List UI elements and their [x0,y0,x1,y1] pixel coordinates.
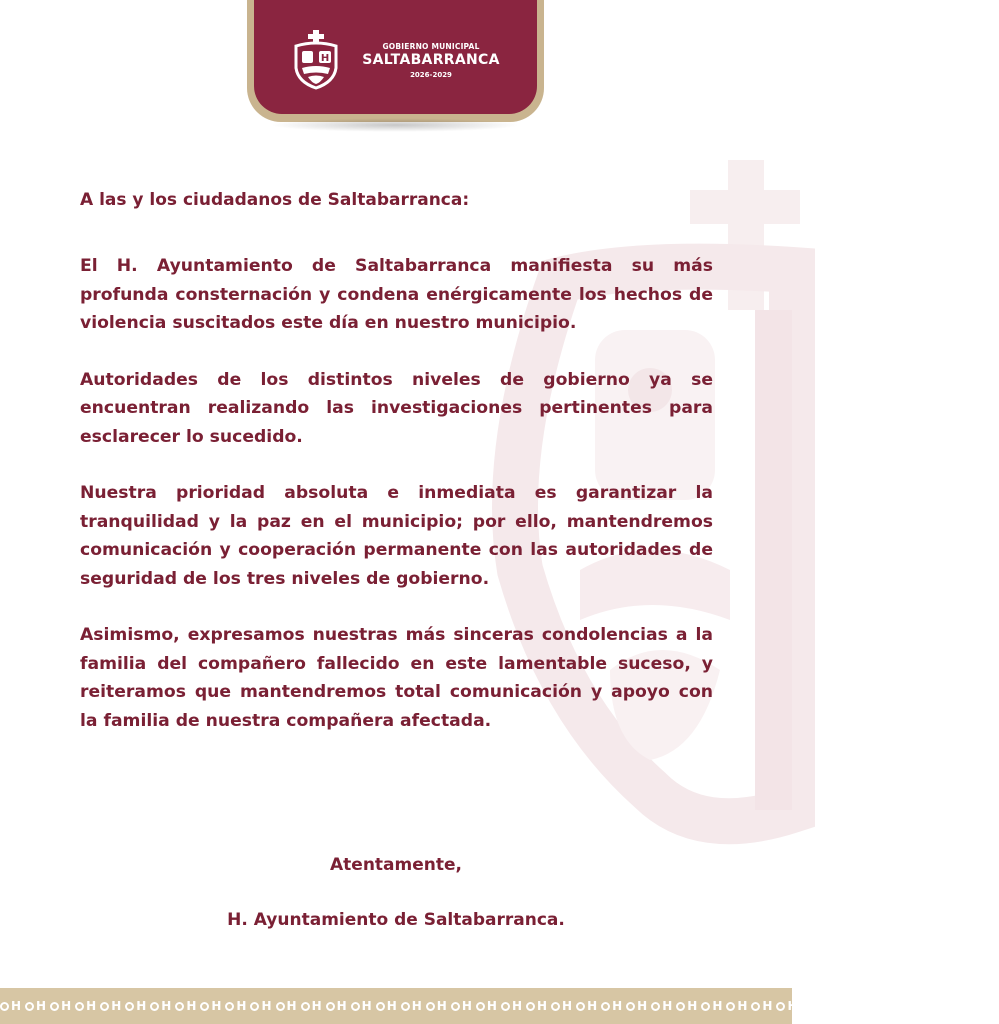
footer-motif-letter: H [937,999,949,1013]
footer-motif-letter: H [912,999,924,1013]
footer-motif [751,999,773,1013]
footer-motif [526,999,548,1013]
footer-motif-dot-icon [802,1002,811,1011]
footer-motif-letter: H [11,999,23,1013]
footer-motif-letter: H [261,999,273,1013]
footer-motif [626,999,648,1013]
footer-motif [25,999,47,1013]
footer-motif [376,999,398,1013]
footer-motif-letter: H [286,999,298,1013]
footer-motif [426,999,448,1013]
footer-motif [301,999,323,1013]
footer-motif-dot-icon [401,1002,410,1011]
footer-motif [927,999,949,1013]
footer-motif-letter: H [737,999,749,1013]
footer-motif-dot-icon [25,1002,34,1011]
footer-motif-dot-icon [551,1002,560,1011]
footer-motif-letter: H [436,999,448,1013]
footer-motif-dot-icon [977,1002,986,1011]
footer-motif-dot-icon [576,1002,585,1011]
footer-motif-dot-icon [676,1002,685,1011]
footer-motif-dot-icon [776,1002,785,1011]
footer-motif-letter: H [962,999,974,1013]
footer-motif [326,999,348,1013]
header-municipality-name: SALTABARRANCA [362,52,500,68]
footer-motif-dot-icon [50,1002,59,1011]
letter-greeting: A las y los ciudadanos de Saltabarranca: [80,190,470,210]
footer-motif-dot-icon [726,1002,735,1011]
footer-motif [651,999,673,1013]
footer-motif-letter: H [787,999,799,1013]
footer-motif [701,999,723,1013]
footer-motif [776,999,798,1013]
footer-motif-letter: H [862,999,874,1013]
footer-motif-dot-icon [301,1002,310,1011]
footer-motif-letter: H [186,999,198,1013]
footer-motif [802,999,824,1013]
footer-motif [877,999,899,1013]
footer-motif-letter: H [386,999,398,1013]
footer-motif-letter: H [662,999,674,1013]
footer-motif-letter: H [136,999,148,1013]
footer-motif-letter: H [887,999,899,1013]
footer-motif [601,999,623,1013]
paragraph-4: Asimismo, expresamos nuestras más sinceras condolencias a la familia del compañero fallecido en este lamentable suceso, y reiteramos que mantendremos total comunicación y apoyo con la familia de nuestra compañera afectada. [80,625,713,731]
footer-motif-dot-icon [0,1002,9,1011]
footer-motif-letter: H [837,999,849,1013]
footer-motif-dot-icon [75,1002,84,1011]
paragraph-1: El H. Ayuntamiento de Saltabarranca manifiesta su más profunda consternación y condena enérgicamente los hechos de violencia suscitados este día en nuestro municipio. [80,256,713,333]
footer-motif [200,999,222,1013]
footer-motif-dot-icon [701,1002,710,1011]
footer-motif-letter: H [486,999,498,1013]
footer-motif [827,999,849,1013]
letter-body [80,190,713,763]
footer-motif [576,999,598,1013]
signature-text: H. Ayuntamiento de Saltabarranca. [227,910,565,930]
footer-motif-letter: H [86,999,98,1013]
footer-motif [451,999,473,1013]
footer-motif [726,999,748,1013]
footer-motif-dot-icon [225,1002,234,1011]
footer-motif [351,999,373,1013]
footer-motif-letter: H [612,999,624,1013]
footer-motif [50,999,72,1013]
footer-motif-letter: H [336,999,348,1013]
footer-motif-dot-icon [100,1002,109,1011]
footer-motif [902,999,924,1013]
footer-motif-letter: H [461,999,473,1013]
footer-motif-letter: H [812,999,824,1013]
footer-motif-dot-icon [351,1002,360,1011]
footer-motif-dot-icon [877,1002,886,1011]
header-shadow [270,118,520,132]
footer-motif-letter: H [111,999,123,1013]
footer-motif-letter: H [637,999,649,1013]
footer-motif-dot-icon [250,1002,259,1011]
footer-pattern-band [0,988,999,1024]
footer-motif-letter: H [61,999,73,1013]
header-line-1: GOBIERNO MUNICIPAL [382,42,480,51]
footer-motif-letter: H [536,999,549,1013]
svg-text:H: H [320,53,330,64]
footer-motif [175,999,197,1013]
footer-motif-dot-icon [476,1002,485,1011]
footer-motif-dot-icon [150,1002,159,1011]
footer-motif-dot-icon [927,1002,936,1011]
footer-motif-dot-icon [175,1002,184,1011]
footer-motif [501,999,523,1013]
footer-motif-dot-icon [200,1002,209,1011]
paragraph-3: Nuestra prioridad absoluta e inmediata es garantizar la tranquilidad y la paz en el municipio; por ello, mantendremos comunicación y cooperación permanente con las autoridades de seguridad de los tres niveles de gobierno. [80,483,713,589]
footer-motif-dot-icon [902,1002,911,1011]
footer-motif [276,999,298,1013]
footer-motif-letter: H [562,999,574,1013]
footer-motif-dot-icon [276,1002,285,1011]
footer-motif-dot-icon [601,1002,610,1011]
footer-motif-letter: H [236,999,248,1013]
footer-motif-letter: H [411,999,423,1013]
footer-motif-dot-icon [626,1002,635,1011]
header-banner [254,0,537,114]
footer-motif [476,999,498,1013]
footer-motif-letter: H [361,999,373,1013]
footer-motif-dot-icon [651,1002,660,1011]
footer-motif [150,999,172,1013]
footer-motif-letter: H [211,999,223,1013]
footer-motif [75,999,97,1013]
footer-motif-dot-icon [852,1002,861,1011]
footer-motif-letter: H [762,999,774,1013]
footer-motif [551,999,573,1013]
footer-motif-dot-icon [326,1002,335,1011]
footer-motif-letter: H [987,999,999,1013]
footer-motif [852,999,874,1013]
footer-motif-dot-icon [751,1002,760,1011]
footer-motif-dot-icon [952,1002,961,1011]
footer-motif [250,999,272,1013]
footer-motif [676,999,698,1013]
footer-motif [100,999,122,1013]
footer-motif [0,999,22,1013]
footer-motif-letter: H [712,999,724,1013]
footer-motif-dot-icon [501,1002,510,1011]
footer-motif-dot-icon [426,1002,435,1011]
footer-motif [125,999,147,1013]
footer-motif-dot-icon [376,1002,385,1011]
footer-motif [977,999,999,1013]
header-term-years: 2026-2029 [410,71,452,79]
footer-motif [225,999,247,1013]
footer-motif-dot-icon [125,1002,134,1011]
municipal-coat-of-arms-icon [290,30,342,90]
closing-text: Atentamente, [330,855,462,875]
footer-motif-letter: H [511,999,523,1013]
footer-motif-letter: H [161,999,173,1013]
footer-motif [401,999,423,1013]
footer-motif-dot-icon [827,1002,836,1011]
footer-motif-dot-icon [451,1002,460,1011]
footer-motif-letter: H [36,999,48,1013]
footer-motif-letter: H [311,999,323,1013]
footer-motif [952,999,974,1013]
footer-motif-dot-icon [526,1002,535,1011]
footer-motif-letter: H [687,999,699,1013]
footer-motif-letter: H [587,999,599,1013]
paragraph-2: Autoridades de los distintos niveles de gobierno ya se encuentran realizando las investigaciones pertinentes para esclarecer lo sucedido. [80,369,713,447]
decorative-pattern-icon [0,998,999,1014]
